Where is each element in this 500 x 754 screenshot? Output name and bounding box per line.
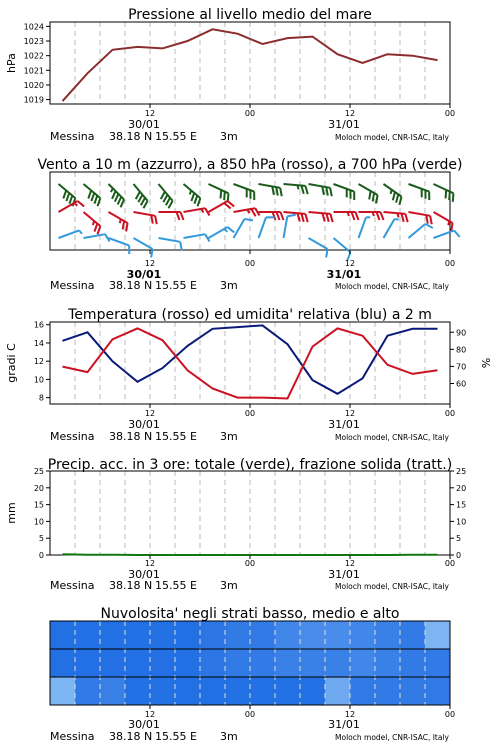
barb-feather (245, 219, 253, 220)
barb-feather (280, 188, 282, 196)
cloud-cell-alto (250, 621, 276, 649)
y-tick-label-pressure: 1024 (24, 22, 44, 31)
wind-barb-10m (334, 238, 351, 260)
wind-barb-10m (209, 227, 235, 238)
barb-shaft (159, 238, 181, 242)
barb-feather (198, 198, 201, 206)
x-tick-label-pressure: 12 (345, 109, 355, 118)
y-tick-label-precip: 0 (39, 551, 44, 560)
cloud-cell-alto (350, 621, 376, 649)
barb-feather (177, 212, 180, 220)
barb-feather (446, 190, 447, 199)
date-label-clouds: 31/01 (328, 718, 360, 731)
cloud-cell-medio (400, 649, 426, 677)
barb-half-feather (224, 229, 227, 232)
barb-feather (377, 212, 380, 220)
location-lon-wind: 15.55 E (155, 279, 197, 292)
barb-feather (449, 192, 450, 201)
date-label-temp_rh: 31/01 (328, 418, 360, 431)
barb-shaft (409, 224, 426, 238)
barb-feather (369, 191, 370, 199)
x-tick-label-wind: 12 (145, 259, 155, 268)
wind-barb-850hPa (234, 208, 260, 216)
barb-feather (118, 197, 122, 205)
x-tick-label-temp_rh: 12 (345, 409, 355, 418)
barb-shaft (84, 234, 106, 238)
barb-feather (66, 193, 69, 201)
wind-barb-10m (134, 238, 153, 257)
y-tick-label-precip: 10 (34, 517, 44, 526)
cloud-cell-alto (225, 621, 251, 649)
barb-feather (166, 198, 170, 205)
chart-title-clouds: Nuvolosita' negli strati basso, medio e alto (101, 606, 400, 622)
y-tick-label-precip: 20 (34, 484, 44, 493)
chart-title-precip: Precip. acc. in 3 ore: totale (verde), frazione solida (tratt.) (48, 457, 452, 473)
wind-barb-700hPa (159, 184, 173, 208)
barb-feather (381, 212, 384, 220)
barb-feather (426, 215, 428, 223)
wind-barb-700hPa (84, 184, 101, 206)
date-label-wind: 30/01 (127, 268, 162, 281)
location-lat-temp_rh: 38.18 N (109, 430, 152, 443)
location-name-precip: Messina (50, 579, 95, 592)
model-credit-precip: Moloch model, CNR-ISAC, Italy (335, 582, 450, 591)
barb-feather (168, 201, 172, 208)
wind-barb-10m (284, 215, 296, 238)
x-tick-label-wind: 00 (245, 259, 255, 268)
x-tick-label-pressure: 00 (245, 109, 255, 118)
wind-barb-700hPa (284, 184, 308, 194)
location-name-clouds: Messina (50, 730, 95, 743)
barb-half-feather (79, 230, 82, 233)
barb-feather (326, 249, 327, 257)
barb-shaft (434, 230, 455, 238)
cloud-cell-basso (50, 677, 76, 705)
cloud-cell-basso (400, 677, 426, 705)
cloud-cell-alto (150, 621, 176, 649)
barb-feather (161, 192, 165, 199)
cloud-cell-alto (325, 621, 351, 649)
barb-feather (143, 201, 147, 208)
model-credit-pressure: Moloch model, CNR-ISAC, Italy (335, 133, 450, 142)
cloud-cell-medio (125, 649, 151, 677)
barb-feather (191, 193, 194, 201)
y-tick-label-temp_rh: 8 (39, 394, 44, 403)
x-tick-label-clouds: 12 (345, 710, 355, 719)
y-tick-label-pressure: 1021 (24, 66, 44, 75)
barb-shaft (59, 230, 80, 238)
wind-barb-10m (409, 224, 433, 238)
barb-feather (151, 215, 153, 223)
barb-feather (141, 198, 145, 205)
location-lon-temp_rh: 15.55 E (155, 430, 197, 443)
barb-shaft (184, 234, 206, 238)
barb-feather (393, 192, 395, 200)
wind-barb-10m (59, 230, 82, 238)
cloud-cell-basso (100, 677, 126, 705)
wind-barb-850hPa (134, 212, 157, 224)
cloud-cell-medio (225, 649, 251, 677)
x-tick-label-clouds: 00 (445, 710, 455, 719)
wind-barb-10m (434, 230, 460, 238)
x-tick-label-precip: 00 (445, 559, 455, 568)
barb-feather (228, 227, 235, 232)
y-tick-label-temp_rh: 14 (34, 339, 44, 348)
barb-feather (454, 230, 460, 236)
wind-barb-850hPa (359, 212, 384, 220)
wind-barb-700hPa (184, 184, 201, 206)
cloud-cell-medio (100, 649, 126, 677)
cloud-cell-basso (325, 677, 351, 705)
date-label-wind: 31/01 (327, 268, 362, 281)
barb-feather (322, 186, 324, 194)
barb-feather (138, 195, 142, 202)
barb-feather (180, 242, 182, 250)
y-tick-label-temp_rh: 16 (34, 321, 44, 330)
wind-barb-850hPa (309, 212, 333, 222)
wind-barb-10m (159, 238, 182, 250)
wind-barb-10m (184, 234, 210, 241)
barb-feather (401, 214, 403, 222)
barb-feather (94, 196, 97, 204)
cloud-cell-medio (50, 649, 76, 677)
barb-feather (136, 192, 140, 199)
barb-feather (181, 212, 184, 220)
x-tick-label-temp_rh: 12 (145, 409, 155, 418)
x-tick-label-precip: 12 (145, 559, 155, 568)
location-alt-precip: 3m (220, 579, 238, 592)
barb-feather (425, 224, 432, 228)
chart-title-wind: Vento a 10 m (azzurro), a 850 hPa (rosso), a 700 hPa (verde) (37, 157, 462, 173)
y-right-tick-label-precip: 5 (456, 534, 461, 543)
y-right-tick-label-precip: 15 (456, 501, 466, 510)
barb-half-feather (391, 190, 392, 194)
y-axis-label-temp: gradi C (5, 343, 18, 383)
cloud-cell-basso (225, 677, 251, 705)
cloud-cell-alto (75, 621, 101, 649)
barb-feather (277, 212, 280, 220)
barb-half-feather (74, 203, 77, 206)
location-alt-temp_rh: 3m (220, 430, 238, 443)
cloud-cell-basso (300, 677, 326, 705)
barb-half-feather (397, 213, 398, 217)
barb-feather (78, 201, 85, 206)
wind-barb-850hPa (384, 212, 408, 222)
cloud-cell-basso (275, 677, 301, 705)
cloud-cell-alto (200, 621, 226, 649)
barb-feather (373, 193, 374, 201)
y-tick-label-temp_rh: 12 (34, 357, 44, 366)
barb-feather (376, 195, 377, 203)
cloud-cell-alto (175, 621, 201, 649)
barb-feather (330, 188, 332, 196)
location-alt-pressure: 3m (220, 130, 238, 143)
barb-feather (112, 191, 116, 199)
cloud-cell-basso (250, 677, 276, 705)
y-tick-label-pressure: 1019 (24, 96, 44, 105)
y-right-tick-label-precip: 25 (456, 467, 466, 476)
location-name-pressure: Messina (50, 130, 95, 143)
barb-half-feather (297, 185, 298, 189)
barb-feather (155, 216, 157, 224)
y-right-tick-label-temp_rh: 80 (456, 345, 466, 354)
y-right-tick-label-temp_rh: 60 (456, 380, 466, 389)
barb-shaft (109, 238, 130, 246)
cloud-cell-medio (75, 649, 101, 677)
barb-feather (221, 190, 222, 199)
wind-barb-700hPa (109, 184, 125, 207)
barb-half-feather (93, 221, 94, 225)
wind-barb-700hPa (234, 184, 255, 200)
location-lat-wind: 38.18 N (109, 279, 152, 292)
barb-feather (287, 215, 295, 217)
barb-shaft (234, 219, 245, 238)
barb-feather (405, 214, 407, 222)
wind-barb-850hPa (259, 212, 284, 220)
barb-shaft (259, 217, 267, 238)
barb-shaft (384, 219, 395, 238)
y-right-tick-label-temp_rh: 90 (456, 328, 466, 337)
barb-feather (322, 213, 324, 221)
barb-half-feather (395, 219, 399, 220)
wind-barb-700hPa (309, 184, 332, 196)
wind-barb-10m (109, 238, 130, 254)
cloud-cell-alto (125, 621, 151, 649)
wind-barb-700hPa (384, 184, 402, 205)
cloud-cell-alto (275, 621, 301, 649)
model-credit-wind: Moloch model, CNR-ISAC, Italy (335, 282, 450, 291)
barb-feather (98, 226, 101, 234)
barb-feather (326, 214, 328, 222)
cloud-cell-medio (275, 649, 301, 677)
wind-barb-850hPa (184, 208, 210, 215)
barb-feather (301, 214, 303, 222)
y-tick-label-precip: 25 (34, 467, 44, 476)
y-right-tick-label-precip: 10 (456, 517, 466, 526)
location-alt-wind: 3m (220, 279, 238, 292)
cloud-cell-alto (50, 621, 76, 649)
barb-half-feather (448, 221, 449, 225)
y-tick-label-precip: 15 (34, 501, 44, 510)
wind-barb-850hPa (334, 212, 359, 220)
cloud-cell-basso (425, 677, 451, 705)
barb-feather (163, 195, 167, 202)
cloud-cell-medio (300, 649, 326, 677)
barb-half-feather (373, 212, 375, 216)
barb-feather (273, 212, 276, 220)
x-tick-label-temp_rh: 00 (445, 409, 455, 418)
barb-feather (69, 196, 72, 204)
y-tick-label-precip: 5 (39, 534, 44, 543)
y-tick-label-pressure: 1022 (24, 52, 44, 61)
wind-barb-10m (384, 219, 399, 238)
barb-feather (88, 190, 91, 198)
location-name-wind: Messina (50, 279, 95, 292)
cloud-cell-medio (175, 649, 201, 677)
barb-half-feather (111, 188, 113, 192)
model-credit-clouds: Moloch model, CNR-ISAC, Italy (335, 733, 450, 742)
cloud-cell-basso (125, 677, 151, 705)
cloud-cell-medio (150, 649, 176, 677)
wind-barb-850hPa (409, 212, 432, 224)
wind-barb-10m (309, 238, 328, 257)
y-axis-label-pressure: hPa (5, 53, 18, 73)
barb-feather (91, 193, 94, 201)
y-axis-label-rh: % (480, 358, 493, 368)
cloud-cell-medio (375, 649, 401, 677)
location-name-temp_rh: Messina (50, 430, 95, 443)
barb-half-feather (348, 212, 350, 216)
cloud-cell-basso (350, 677, 376, 705)
wind-barb-10m (259, 217, 275, 238)
location-alt-clouds: 3m (220, 730, 238, 743)
barb-feather (281, 212, 284, 220)
wind-barb-10m (359, 217, 371, 238)
barb-feather (305, 186, 307, 194)
barb-feather (121, 200, 125, 208)
barb-feather (330, 214, 332, 222)
y-right-tick-label-precip: 0 (456, 551, 461, 560)
barb-feather (94, 224, 97, 232)
cloud-cell-basso (375, 677, 401, 705)
cloud-cell-medio (250, 649, 276, 677)
precip-line (63, 554, 438, 555)
x-tick-label-pressure: 12 (145, 109, 155, 118)
barb-feather (194, 196, 197, 204)
y-right-tick-label-precip: 20 (456, 484, 466, 493)
cloud-cell-basso (75, 677, 101, 705)
date-label-precip: 31/01 (328, 568, 360, 581)
y-axis-label-precip: mm (5, 502, 18, 523)
x-tick-label-clouds: 12 (145, 710, 155, 719)
date-label-precip: 30/01 (128, 568, 160, 581)
barb-shaft (359, 217, 367, 238)
barb-feather (276, 187, 278, 195)
wind-barb-850hPa (209, 201, 235, 212)
x-tick-label-wind: 12 (345, 259, 355, 268)
y-tick-label-pressure: 1023 (24, 37, 44, 46)
cloud-cell-medio (325, 649, 351, 677)
wind-barb-700hPa (134, 184, 148, 208)
barb-feather (151, 249, 152, 257)
barb-feather (115, 194, 119, 202)
location-lat-pressure: 38.18 N (109, 130, 152, 143)
barb-feather (272, 186, 274, 194)
y-tick-label-pressure: 1020 (24, 81, 44, 90)
barb-feather (126, 223, 127, 231)
barb-feather (123, 221, 124, 229)
x-tick-label-temp_rh: 00 (245, 409, 255, 418)
y-tick-label-temp_rh: 10 (34, 375, 44, 384)
chart-title-pressure: Pressione al livello medio del mare (128, 7, 372, 23)
barb-feather (251, 209, 255, 216)
date-label-pressure: 30/01 (128, 118, 160, 131)
barb-feather (356, 212, 359, 220)
date-label-pressure: 31/01 (328, 118, 360, 131)
location-lat-precip: 38.18 N (109, 579, 152, 592)
cloud-cell-alto (300, 621, 326, 649)
wind-barb-700hPa (409, 184, 430, 200)
x-tick-label-pressure: 00 (445, 109, 455, 118)
wind-barb-700hPa (334, 184, 355, 200)
x-tick-label-wind: 00 (445, 259, 455, 268)
cloud-cell-basso (175, 677, 201, 705)
cloud-cell-alto (100, 621, 126, 649)
barb-feather (224, 192, 225, 201)
barb-feather (396, 194, 398, 202)
x-tick-label-precip: 12 (345, 559, 355, 568)
cloud-cell-alto (400, 621, 426, 649)
cloud-cell-medio (200, 649, 226, 677)
location-lon-clouds: 15.55 E (155, 730, 197, 743)
location-lon-pressure: 15.55 E (155, 130, 197, 143)
wind-barb-10m (84, 234, 110, 241)
location-lon-precip: 15.55 E (155, 579, 197, 592)
barb-feather (453, 193, 454, 202)
x-tick-label-precip: 00 (245, 559, 255, 568)
cloud-cell-basso (200, 677, 226, 705)
barb-feather (430, 216, 432, 224)
chart-title-temp_rh: Temperatura (rosso) ed umidita' relativa (blu) a 2 m (67, 307, 432, 323)
x-tick-label-clouds: 00 (245, 710, 255, 719)
cloud-cell-alto (425, 621, 451, 649)
barb-feather (301, 186, 303, 194)
date-label-clouds: 30/01 (128, 718, 160, 731)
barb-feather (98, 198, 101, 206)
wind-barb-700hPa (259, 184, 282, 196)
wind-barb-850hPa (59, 201, 85, 212)
model-credit-temp_rh: Moloch model, CNR-ISAC, Italy (335, 433, 450, 442)
barb-feather (352, 212, 355, 220)
wind-barb-850hPa (84, 212, 101, 234)
barb-feather (63, 190, 66, 198)
barb-feather (305, 214, 307, 222)
barb-feather (326, 187, 328, 195)
date-label-temp_rh: 30/01 (128, 418, 160, 431)
cloud-cell-basso (150, 677, 176, 705)
barb-half-feather (120, 219, 121, 223)
barb-feather (297, 213, 299, 221)
barb-half-feather (190, 190, 191, 194)
cloud-cell-alto (375, 621, 401, 649)
cloud-cell-medio (350, 649, 376, 677)
barb-feather (399, 197, 401, 205)
y-right-tick-label-temp_rh: 70 (456, 362, 466, 371)
cloud-cell-medio (425, 649, 451, 677)
location-lat-clouds: 38.18 N (109, 730, 152, 743)
wind-barb-850hPa (159, 212, 184, 220)
